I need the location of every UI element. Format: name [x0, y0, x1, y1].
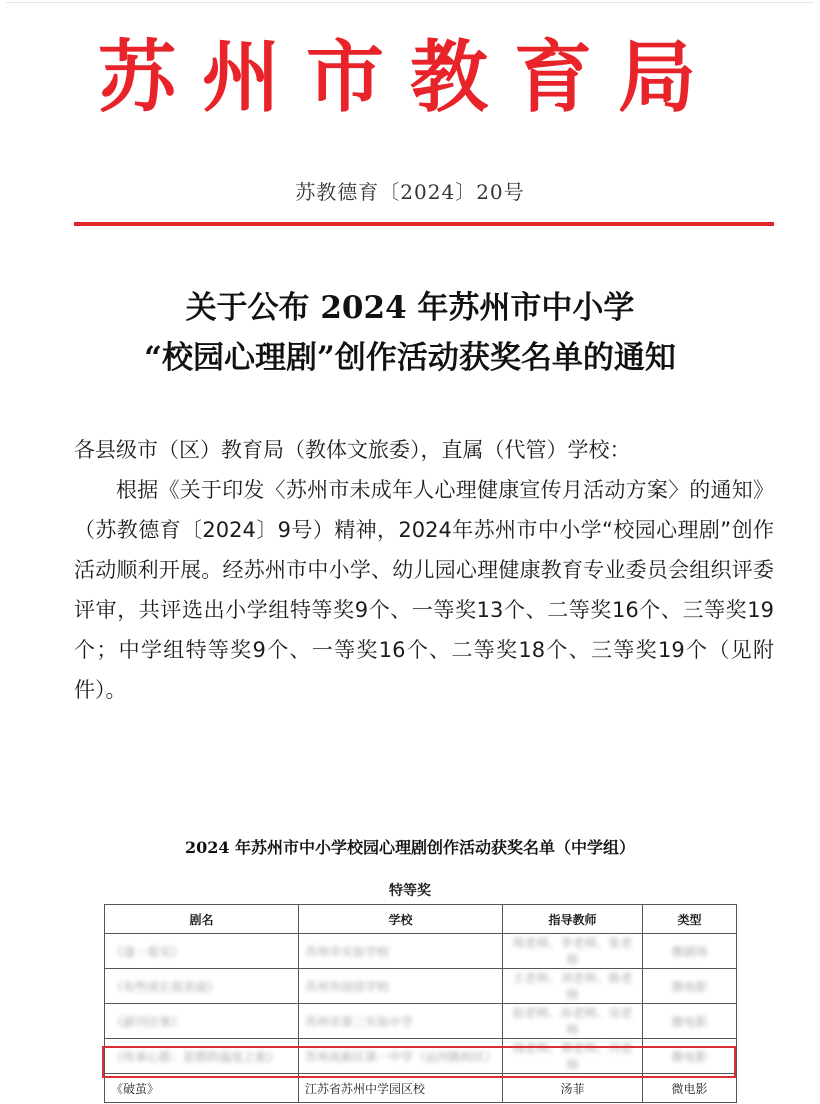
cell-school: 苏州市第三实验中学 [299, 1004, 503, 1039]
cell-title: 《副刊往事》 [105, 1004, 299, 1039]
cell-type: 微电影 [643, 1074, 737, 1103]
attachment-title: 2024 年苏州市中小学校园心理剧创作活动获奖名单（中学组） [184, 838, 636, 857]
cell-school: 江苏省苏州中学园区校 [299, 1074, 503, 1103]
column-header-teacher: 指导教师 [503, 905, 643, 934]
table-header-row [105, 905, 737, 934]
column-header-title: 剧名 [105, 905, 299, 934]
cell-type: 微电影 [643, 1004, 737, 1039]
cell-teacher: 钱老师、郑老师、冯老师 [503, 1039, 643, 1074]
issuer-masthead: 苏州市教育局 [97, 33, 722, 123]
cell-school: 苏州高新区第一中学（运河路校区） [299, 1039, 503, 1074]
title-line-1: 关于公布 2024 年苏州市中小学 [185, 290, 635, 326]
body-paragraph: 根据《关于印发〈苏州市未成年人心理健康宣传月活动方案〉的通知》（苏教德育〔2024〕9号）精神，2024年苏州市中小学“校园心理剧”创作活动顺利开展。经苏州市中小学、幼儿园心理健康教育专业委员会组织评委评审，共评选出小学组特等奖9个、一等奖13个、二等奖16个、三等奖19个；中学组特等奖9个、一等奖16个、二等奖18个、三等奖19个（见附件）。 [74, 478, 774, 702]
table-row [105, 969, 737, 1004]
awards-table [104, 904, 737, 1103]
column-header-school: 学校 [299, 905, 503, 934]
cell-teacher: 赵老师、孙老师、吴老师 [503, 1004, 643, 1039]
salutation: 各县级市（区）教育局（教体文旅委），直属（代管）学校： [74, 438, 631, 462]
cell-title: 《逐一看见》 [105, 934, 299, 969]
title-line-2: “校园心理剧”创作活动获奖名单的通知 [144, 340, 676, 376]
red-divider [74, 222, 774, 226]
cell-title: 《破茧》 [105, 1074, 299, 1103]
cell-teacher: 周老师、李老师、张老师 [503, 934, 643, 969]
notice-body [74, 430, 774, 710]
cell-teacher: 王老师、刘老师、陈老师 [503, 969, 643, 1004]
table-row [105, 1039, 737, 1074]
cell-title: 《有些成长很美丽》 [105, 969, 299, 1004]
column-header-type: 类型 [643, 905, 737, 934]
document-title [0, 283, 820, 383]
table-row [105, 934, 737, 969]
cell-type: 微电影 [643, 1039, 737, 1074]
top-border [6, 2, 814, 3]
award-group-title: 特等奖 [389, 883, 431, 899]
cell-type: 微电影 [643, 969, 737, 1004]
cell-title: 《传承心愿：思想的温度之旅》 [105, 1039, 299, 1074]
cell-teacher: 汤菲 [503, 1074, 643, 1103]
table-row-highlighted [105, 1074, 737, 1103]
table-row [105, 1004, 737, 1039]
cell-school: 苏州外国语学校 [299, 969, 503, 1004]
cell-type: 微剧场 [643, 934, 737, 969]
document-number: 苏教德育〔2024〕20号 [295, 180, 525, 204]
cell-school: 苏州市实验学校 [299, 934, 503, 969]
